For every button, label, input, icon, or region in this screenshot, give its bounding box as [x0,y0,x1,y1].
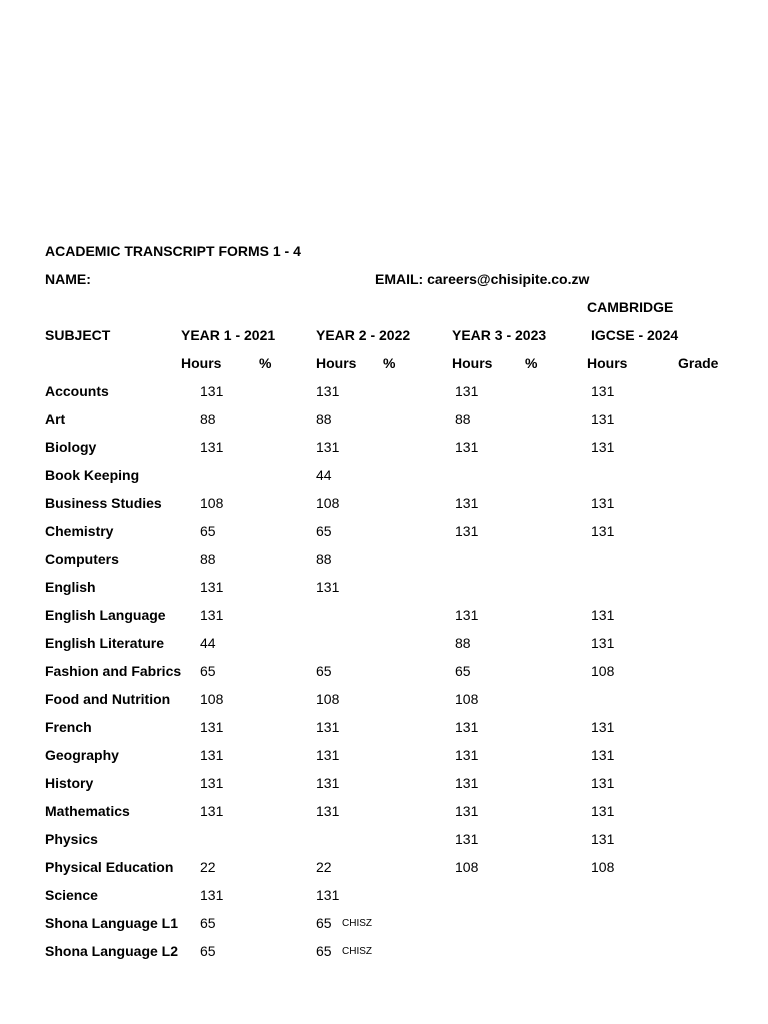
subject-cell: Chemistry [45,523,114,539]
subject-cell: Accounts [45,383,109,399]
subject-cell: Mathematics [45,803,130,819]
year1-hours-cell: 131 [200,439,224,455]
document-title: ACADEMIC TRANSCRIPT FORMS 1 - 4 [45,243,301,259]
year3-hours-cell: 131 [455,831,479,847]
table-row [0,579,768,599]
year3-hours-cell: 65 [455,663,471,679]
y1-percent-subheader: % [259,355,272,371]
year3-hours-cell: 108 [455,691,479,707]
igcse-hours-cell: 131 [591,523,615,539]
year1-hours-cell: 88 [200,551,216,567]
subject-cell: English Literature [45,635,165,651]
table-row [0,495,768,515]
year1-hours-cell: 131 [200,747,224,763]
year1-hours-cell: 131 [200,607,224,623]
y2-hours-subheader: Hours [316,355,357,371]
year2-hours-cell: 108 [316,495,340,511]
year1-hours-cell: 22 [200,859,216,875]
table-row [0,887,768,907]
year3-hours-cell: 131 [455,775,479,791]
subject-cell: Shona Language L1 [45,915,179,931]
table-row [0,915,768,935]
igcse-hours-cell: 131 [591,439,615,455]
table-row [0,943,768,963]
year2-hours-cell: 65 [316,523,332,539]
table-row [0,635,768,655]
email-label: EMAIL: careers@chisipite.co.zw [375,271,590,287]
igcse-hours-cell: 131 [591,719,615,735]
subject-cell: Science [45,887,98,903]
year2-hours-cell: 131 [316,775,340,791]
year3-hours-cell: 131 [455,607,479,623]
year1-hours-cell: 131 [200,579,224,595]
subject-header: SUBJECT [45,327,111,343]
year1-header: YEAR 1 - 2021 [181,327,276,343]
y3-hours-subheader: Hours [452,355,493,371]
igcse-hours-subheader: Hours [587,355,628,371]
table-row [0,383,768,403]
table-row [0,691,768,711]
subject-cell: Biology [45,439,97,455]
year2-hours-cell: 108 [316,691,340,707]
subject-cell: Business Studies [45,495,162,511]
year2-hours-cell: 131 [316,747,340,763]
year2-hours-cell: 131 [316,887,340,903]
year2-hours-cell: 22 [316,859,332,875]
table-row [0,719,768,739]
year3-hours-cell: 131 [455,719,479,735]
igcse-hours-cell: 131 [591,803,615,819]
table-row [0,663,768,683]
subject-cell: Book Keeping [45,467,140,483]
table-row [0,803,768,823]
year2-header: YEAR 2 - 2022 [316,327,411,343]
igcse-grade-subheader: Grade [678,355,719,371]
table-row [0,551,768,571]
year1-hours-cell: 131 [200,383,224,399]
year1-hours-cell: 108 [200,495,224,511]
y2-percent-subheader: % [383,355,396,371]
year1-hours-cell: 44 [200,635,216,651]
year2-hours-cell: 65 [316,915,332,931]
school-note: CHISZ [342,918,372,929]
subject-cell: Physical Education [45,859,174,875]
subject-cell: English Language [45,607,166,623]
year2-hours-cell: 65 [316,663,332,679]
table-row [0,439,768,459]
year3-hours-cell: 108 [455,859,479,875]
igcse-header: IGCSE - 2024 [591,327,679,343]
year2-hours-cell: 131 [316,439,340,455]
cambridge-label: CAMBRIDGE [587,299,674,315]
igcse-hours-cell: 108 [591,859,615,875]
subject-cell: English [45,579,96,595]
igcse-hours-cell: 131 [591,775,615,791]
subject-cell: Geography [45,747,119,763]
year2-hours-cell: 88 [316,411,332,427]
year1-hours-cell: 65 [200,663,216,679]
year2-hours-cell: 44 [316,467,332,483]
subject-cell: Physics [45,831,98,847]
year3-hours-cell: 131 [455,495,479,511]
year2-hours-cell: 131 [316,579,340,595]
year3-hours-cell: 131 [455,803,479,819]
year1-hours-cell: 65 [200,523,216,539]
igcse-hours-cell: 131 [591,831,615,847]
year1-hours-cell: 65 [200,915,216,931]
year3-hours-cell: 131 [455,383,479,399]
igcse-hours-cell: 108 [591,663,615,679]
year1-hours-cell: 108 [200,691,224,707]
igcse-hours-cell: 131 [591,747,615,763]
y3-percent-subheader: % [525,355,538,371]
subject-cell: History [45,775,94,791]
table-row [0,831,768,851]
igcse-hours-cell: 131 [591,635,615,651]
year2-hours-cell: 131 [316,719,340,735]
year3-hours-cell: 131 [455,747,479,763]
igcse-hours-cell: 131 [591,607,615,623]
table-row [0,607,768,627]
subject-cell: French [45,719,92,735]
year3-header: YEAR 3 - 2023 [452,327,547,343]
y1-hours-subheader: Hours [181,355,222,371]
name-label: NAME: [45,271,91,287]
year2-hours-cell: 65 [316,943,332,959]
year1-hours-cell: 131 [200,803,224,819]
subject-cell: Art [45,411,66,427]
year1-hours-cell: 65 [200,943,216,959]
subject-cell: Food and Nutrition [45,691,171,707]
year3-hours-cell: 88 [455,635,471,651]
table-row [0,775,768,795]
igcse-hours-cell: 131 [591,411,615,427]
year1-hours-cell: 88 [200,411,216,427]
table-row [0,411,768,431]
year1-hours-cell: 131 [200,775,224,791]
subject-cell: Computers [45,551,119,567]
table-row [0,467,768,487]
year3-hours-cell: 131 [455,523,479,539]
igcse-hours-cell: 131 [591,495,615,511]
year3-hours-cell: 88 [455,411,471,427]
table-row [0,523,768,543]
table-row [0,747,768,767]
year1-hours-cell: 131 [200,719,224,735]
year2-hours-cell: 131 [316,803,340,819]
school-note: CHISZ [342,946,372,957]
year2-hours-cell: 88 [316,551,332,567]
igcse-hours-cell: 131 [591,383,615,399]
subject-cell: Fashion and Fabrics [45,663,182,679]
subject-cell: Shona Language L2 [45,943,179,959]
year1-hours-cell: 131 [200,887,224,903]
year3-hours-cell: 131 [455,439,479,455]
year2-hours-cell: 131 [316,383,340,399]
table-row [0,859,768,879]
